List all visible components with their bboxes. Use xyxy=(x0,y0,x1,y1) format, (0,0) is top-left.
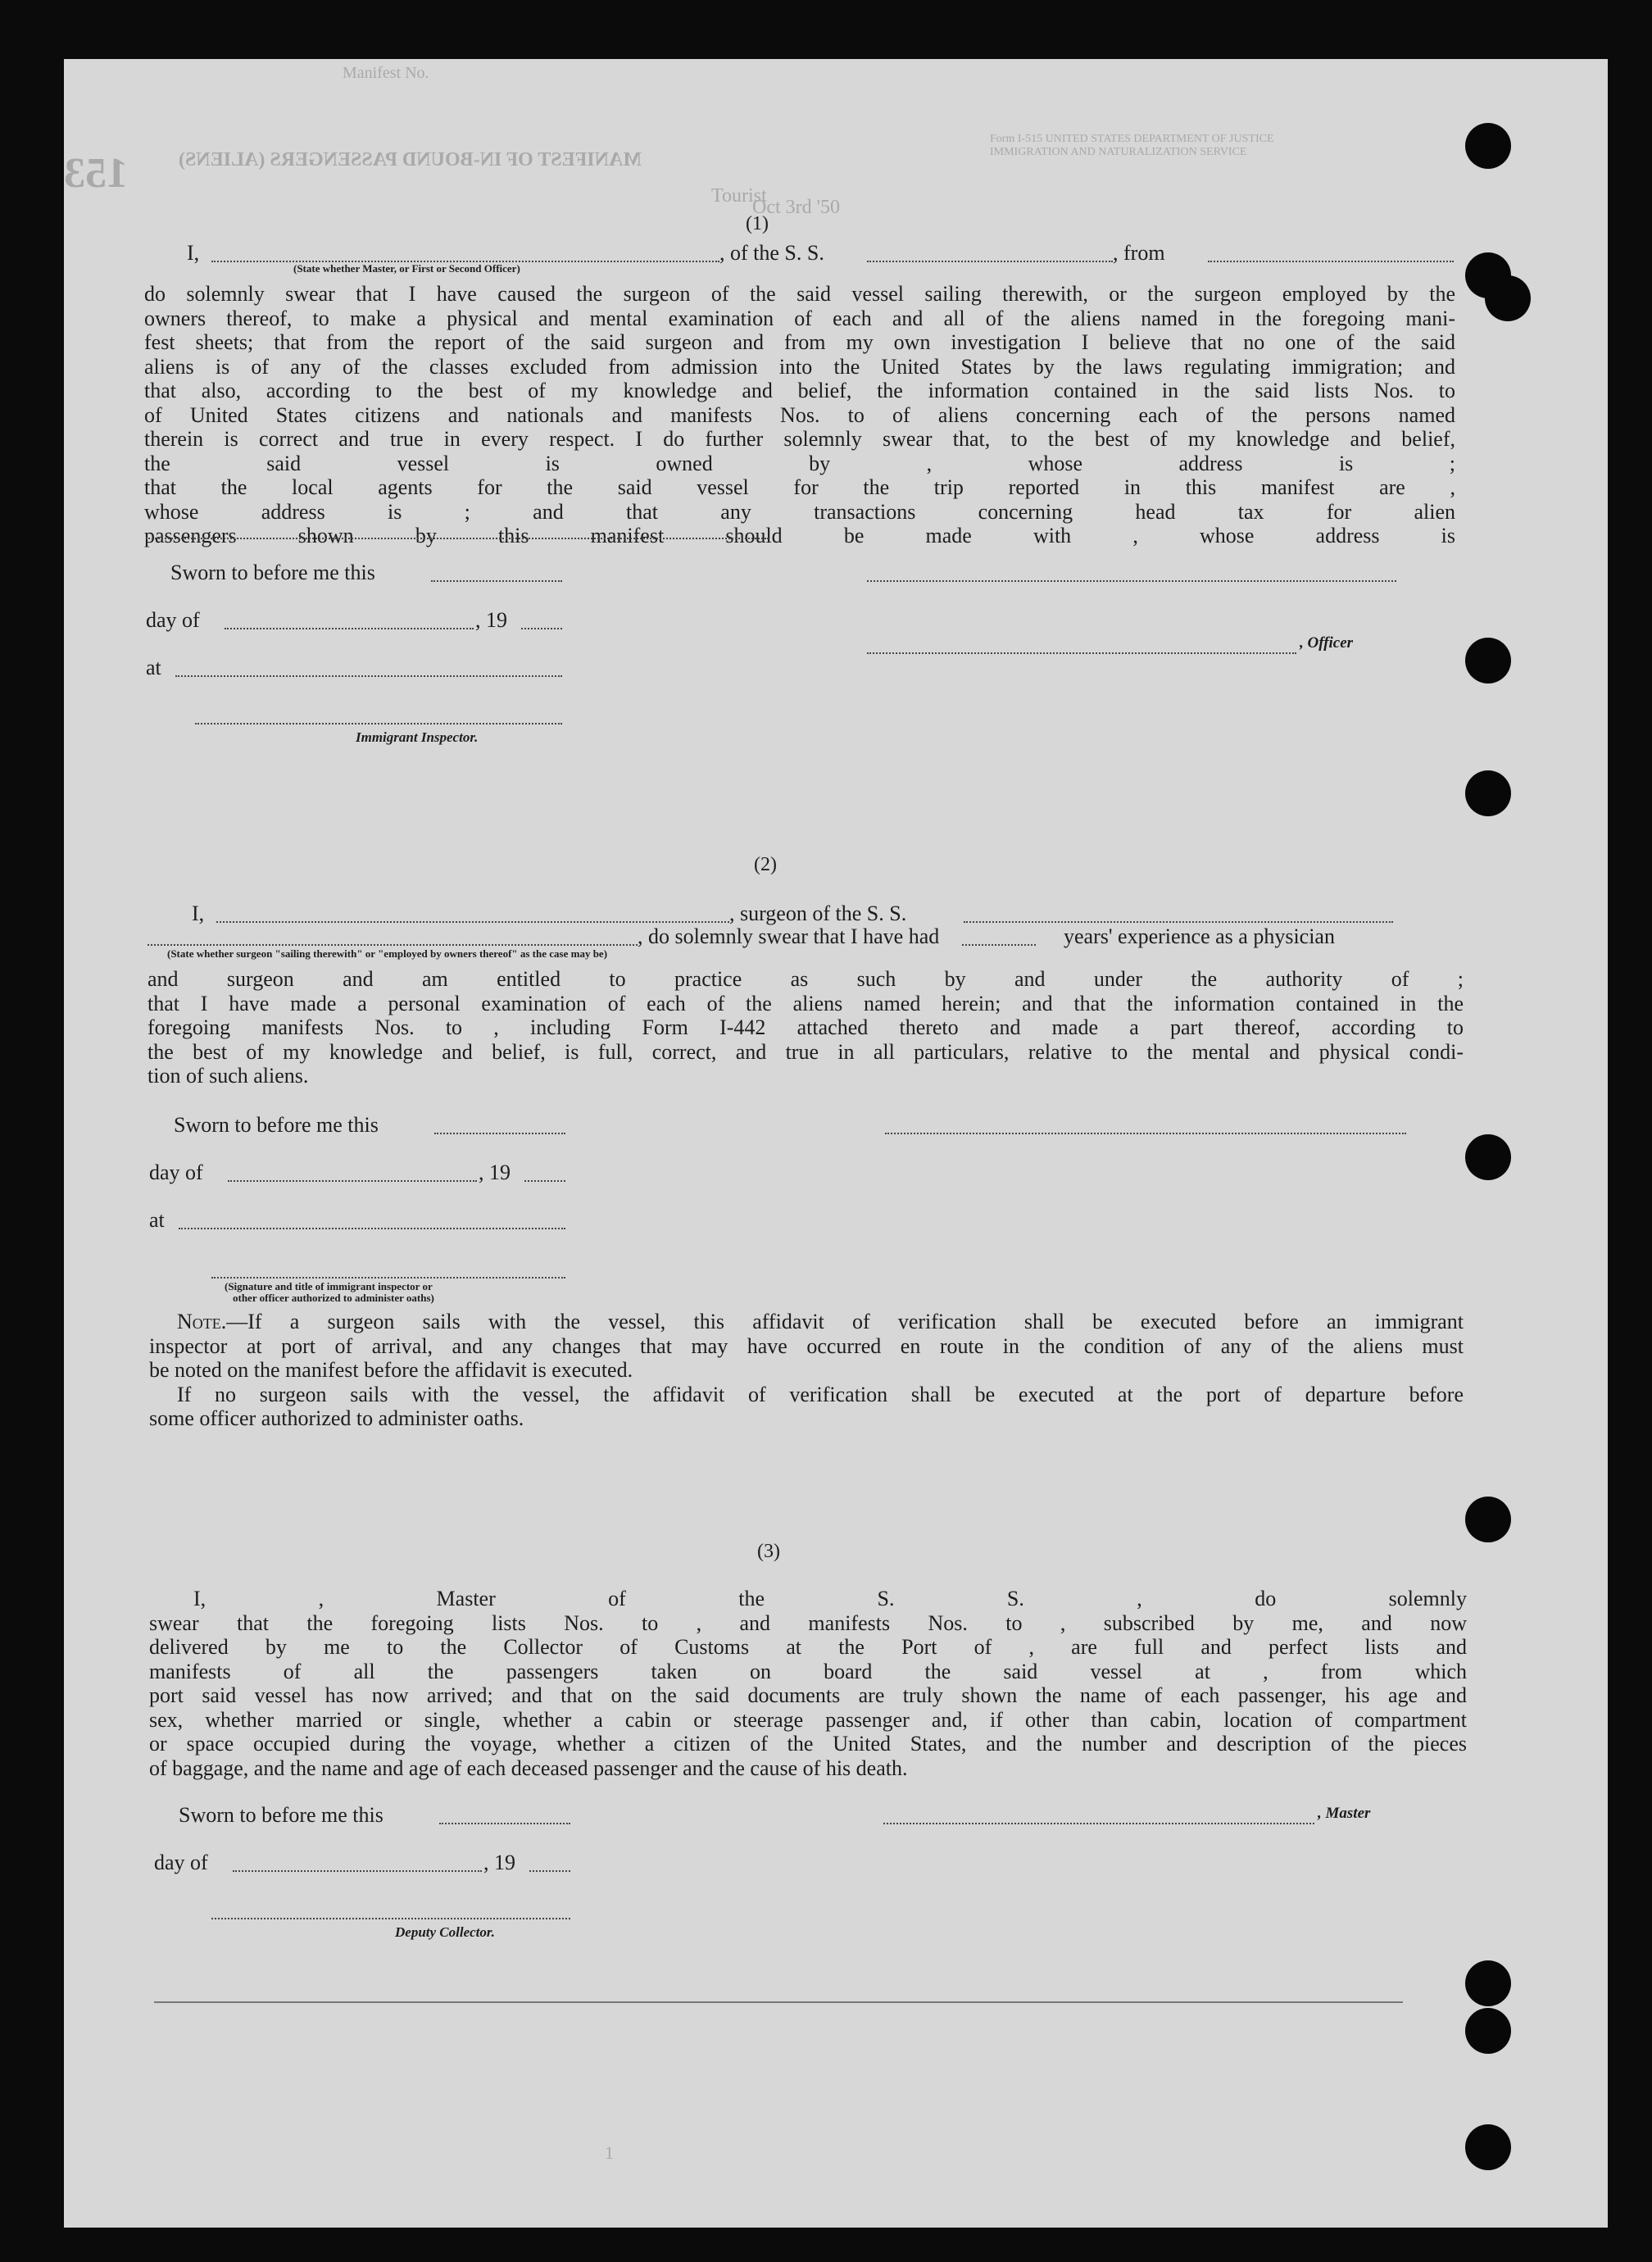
section-1-body xyxy=(144,282,1455,548)
s3-line: manifests of all the passengers taken on board the said vessel at , from which xyxy=(149,1659,1467,1683)
s3-line: or space occupied during the voyage, whether a citizen of the United States, and the number and description of the pieces xyxy=(149,1732,1467,1756)
punch-hole xyxy=(1465,1134,1511,1180)
inspector-signature-field xyxy=(211,1277,565,1279)
punch-hole xyxy=(1465,1960,1511,2006)
inspector-label: Immigrant Inspector. xyxy=(356,729,479,745)
punch-hole xyxy=(1465,2124,1511,2170)
day-field xyxy=(228,1180,477,1182)
at-field xyxy=(175,675,562,677)
punch-hole xyxy=(1485,275,1531,321)
sworn-label: Sworn to before me this xyxy=(170,561,375,584)
day-of-label: day of xyxy=(146,608,200,632)
s3-line: sex, whether married or single, whether a cabin or steerage passenger and, if other than cabin, location of compartment xyxy=(149,1707,1467,1732)
s3-line: delivered by me to the Collector of Customs at the Port of , are full and perfect lists and xyxy=(149,1635,1467,1659)
year-field xyxy=(529,1870,570,1872)
manifest-no-label: Manifest No. xyxy=(343,64,429,82)
at-label: at xyxy=(149,1208,165,1232)
s1-line: aliens is of any of the classes excluded from admission into the United States by the laws regulating immigration; and xyxy=(144,354,1455,379)
document-page xyxy=(64,59,1608,2228)
surgeon-signature-field xyxy=(885,1133,1406,1134)
s2-line: tion of such aliens. xyxy=(148,1064,309,1088)
from-label: , from xyxy=(1113,241,1165,265)
punch-hole xyxy=(1465,2008,1511,2054)
s3-line: I, , Master of the S. S. , do solemnly xyxy=(193,1587,1467,1610)
note-line: inspector at port of arrival, and any changes that may have occurred en route in the condition of any of the aliens must xyxy=(149,1333,1464,1358)
sworn-date-field xyxy=(434,1133,565,1134)
s3-line: of baggage, and the name and age of each deceased passenger and the cause of his death. xyxy=(149,1756,908,1780)
master-signature-field xyxy=(883,1823,1314,1824)
officer-signature-field xyxy=(867,580,1396,582)
collector-signature-field xyxy=(211,1918,570,1919)
s1-line: passengers shown by this manifest should be made with , whose address is xyxy=(144,524,1455,547)
s2-line: foregoing manifests Nos. to , including Form I-442 attached thereto and made a part thereof, according to xyxy=(148,1015,1464,1039)
section-2-number: (2) xyxy=(754,854,777,875)
section-3-body xyxy=(149,1587,1467,1780)
s1-line: the said vessel is owned by , whose address is ; xyxy=(144,451,1455,475)
sworn-date-field xyxy=(439,1823,570,1824)
of-ss-label: , of the S. S. xyxy=(719,241,824,265)
punch-hole xyxy=(1465,1497,1511,1542)
s2-line: the best of my knowledge and belief, is full, correct, and true in all particulars, relative to the mental and physical condi- xyxy=(148,1039,1464,1064)
sworn-date-field xyxy=(431,580,562,582)
sworn-label: Sworn to before me this xyxy=(179,1803,384,1827)
sig-caption: other officer authorized to administer oaths) xyxy=(233,1292,434,1304)
stamp-sub: Tourist xyxy=(711,185,767,207)
s1-line: fest sheets; that from the report of the said surgeon and from my own investigation I believe that no one of the said xyxy=(144,330,1455,354)
footer-mark: 1 xyxy=(605,2142,614,2163)
sig-caption: (Signature and title of immigrant inspector or xyxy=(225,1280,433,1292)
s1-line: owners thereof, to make a physical and mental examination of each and all of the aliens named in the foregoing mani- xyxy=(144,306,1455,330)
s1-line: that also, according to the best of my knowledge and belief, the information contained in the said lists Nos. to xyxy=(144,379,1455,402)
surgeon-status-field xyxy=(148,944,638,946)
surgeon-of-ss-label: , surgeon of the S. S. xyxy=(729,902,907,925)
note-line: some officer authorized to administer oaths. xyxy=(149,1406,524,1430)
s3-line: port said vessel has now arrived; and that on the said documents are truly shown the name of each passenger, his age and xyxy=(149,1683,1467,1707)
s3-line: swear that the foregoing lists Nos. to , and manifests Nos. to , subscribed by me, and now xyxy=(149,1610,1467,1635)
surgeon-vessel-field xyxy=(964,921,1393,923)
section-2-i: I, xyxy=(192,902,205,925)
from-field xyxy=(1208,261,1454,262)
bottom-rule xyxy=(154,2001,1403,2003)
section-3-number: (3) xyxy=(757,1541,780,1562)
master-label: , Master xyxy=(1318,1805,1371,1822)
officer-line xyxy=(867,652,1296,654)
year-field xyxy=(521,628,562,629)
stamp-number: 153 xyxy=(64,150,128,197)
section-2-body xyxy=(148,967,1464,1088)
section-1-number: (1) xyxy=(746,213,769,234)
s1-line: therein is correct and true in every respect. I do further solemnly swear that, to the best of my knowledge and belief, xyxy=(144,427,1455,451)
sworn-label: Sworn to before me this xyxy=(174,1113,379,1137)
stamp-title: MANIFEST OF IN-BOUND PASSENGERS (ALIENS) xyxy=(179,149,642,170)
section-2-caption: (State whether surgeon "sailing therewith" or "employed by owners thereof" as the case may be) xyxy=(167,947,608,960)
at-field xyxy=(179,1228,565,1229)
day-field xyxy=(225,628,474,629)
collector-label: Deputy Collector. xyxy=(395,1924,495,1940)
punch-hole xyxy=(1465,123,1511,169)
s1-line: of United States citizens and nationals and manifests Nos. to of aliens concerning each of the persons named xyxy=(144,402,1455,427)
punch-hole xyxy=(1465,638,1511,684)
note-line: —If a surgeon sails with the vessel, this affidavit of verification shall be executed before an immigrant xyxy=(226,1310,1464,1333)
section-1-i: I, xyxy=(187,241,200,265)
year-field xyxy=(524,1180,565,1182)
year-label: , 19 xyxy=(475,608,507,632)
year-label: , 19 xyxy=(479,1161,511,1184)
vessel-field xyxy=(867,261,1113,262)
day-of-label: day of xyxy=(154,1851,208,1874)
years-field xyxy=(962,944,1036,946)
day-field xyxy=(233,1870,482,1872)
s1-line: that the local agents for the said vessel for the trip reported in this manifest are , xyxy=(144,475,1455,499)
address-field xyxy=(146,538,769,539)
at-label: at xyxy=(146,656,161,679)
note-block xyxy=(149,1310,1464,1431)
punch-hole xyxy=(1465,770,1511,816)
note-line: be noted on the manifest before the affidavit is executed. xyxy=(149,1358,633,1382)
s2-line: that I have made a personal examination of each of the aliens named herein; and that the information contained in the xyxy=(148,991,1464,1015)
s1-line: do solemnly swear that I have caused the surgeon of the said vessel sailing therewith, or the surgeon employed by the xyxy=(144,282,1455,306)
stamp-date: Oct 3rd '50 xyxy=(752,197,840,218)
s2-line: and surgeon and am entitled to practice as such by and under the authority of ; xyxy=(148,967,1464,991)
day-of-label: day of xyxy=(149,1161,203,1184)
inspector-signature-field xyxy=(195,723,562,724)
officer-label: , Officer xyxy=(1300,634,1354,652)
section-1-caption: (State whether Master, or First or Second Officer) xyxy=(293,262,520,275)
s1-line: whose address is ; and that any transactions concerning head tax for alien xyxy=(144,499,1455,524)
surgeon-name-field xyxy=(216,921,729,923)
year-label: , 19 xyxy=(483,1851,515,1874)
note-line: If no surgeon sails with the vessel, the affidavit of verification shall be executed at the port of departure before xyxy=(177,1382,1464,1406)
form-header-right: Form I-515 UNITED STATES DEPARTMENT OF JUSTICE IMMIGRATION AND NATURALIZATION SERVICE xyxy=(990,133,1274,158)
years-label: years' experience as a physician xyxy=(1064,924,1335,948)
note-label: Note. xyxy=(177,1310,227,1333)
swear-label: , do solemnly swear that I have had xyxy=(638,924,940,948)
